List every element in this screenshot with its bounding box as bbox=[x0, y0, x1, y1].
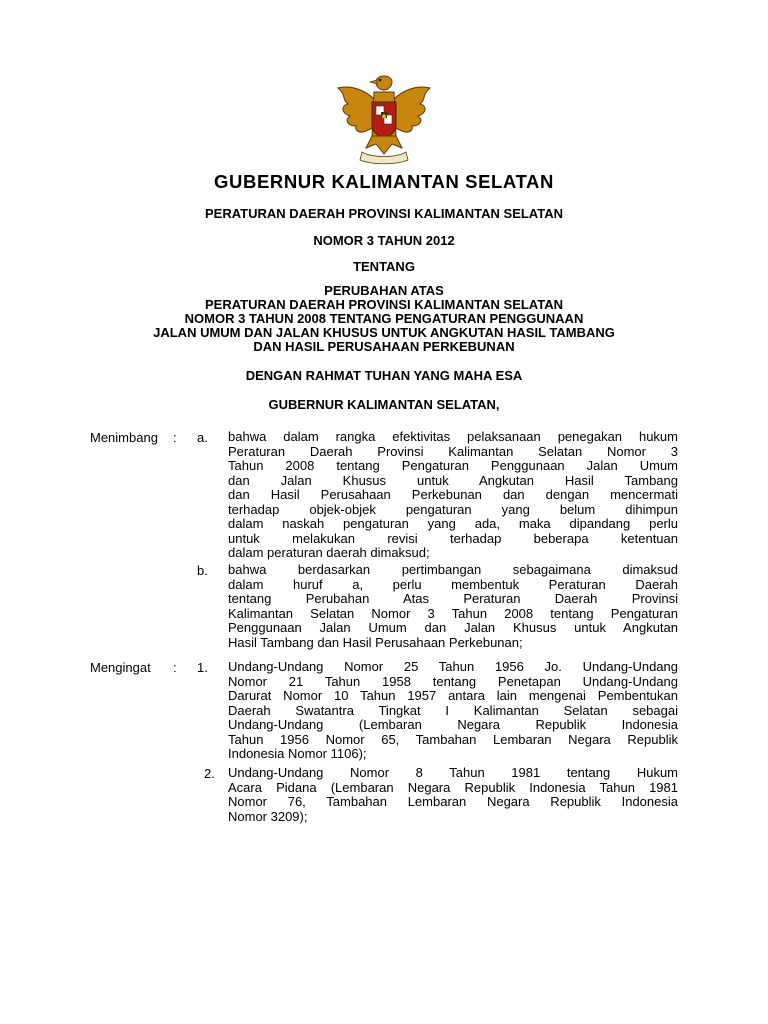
text-line: dan Jalan Khusus untuk Angkutan Hasil Tambang bbox=[228, 472, 678, 488]
invocation: DENGAN RAHMAT TUHAN YANG MAHA ESA bbox=[245, 368, 523, 383]
item-marker: 2. bbox=[204, 766, 215, 781]
text-line: Kalimantan Selatan Nomor 3 Tahun 2008 tentang Pengaturan bbox=[228, 605, 678, 621]
text-line: Nomor 21 Tahun 1958 tentang Penetapan Undang-Undang bbox=[228, 673, 678, 689]
mengingat-item-1 bbox=[228, 660, 678, 762]
text-line: Tahun 2008 tentang Pengaturan Penggunaan Jalan Umum bbox=[228, 458, 678, 473]
text-line: Nomor 76, Tambahan Lembaran Negara Republik Indonesia bbox=[228, 794, 678, 809]
regulation-subject bbox=[0, 284, 768, 354]
text-line: Penggunaan Jalan Umum dan Jalan Khusus untuk Angkutan bbox=[228, 620, 678, 635]
mengingat-label: Mengingat bbox=[90, 660, 151, 675]
text-line: Hasil Tambang dan Hasil Perusahaan Perkebunan; bbox=[228, 634, 523, 650]
text-line: Daerah Swatantra Tingkat I Kalimantan Selatan sebagai bbox=[228, 702, 678, 718]
subject-line: NOMOR 3 TAHUN 2008 TENTANG PENGATURAN PENGGUNAAN bbox=[184, 311, 584, 326]
subject-line: PERATURAN DAERAH PROVINSI KALIMANTAN SELATAN bbox=[205, 297, 563, 312]
mengingat-item-2 bbox=[228, 766, 678, 824]
text-line: bahwa berdasarkan pertimbangan sebagaimana dimaksud bbox=[228, 562, 678, 577]
text-line: Acara Pidana (Lembaran Negara Republik Indonesia Tahun 1981 bbox=[228, 779, 678, 795]
menimbang-item-a bbox=[228, 430, 678, 561]
regulation-heading: PERATURAN DAERAH PROVINSI KALIMANTAN SELATAN bbox=[205, 206, 563, 221]
text-line: dalam naskah pengaturan yang ada, maka dipandang perlu bbox=[228, 516, 678, 531]
governor-heading: GUBERNUR KALIMANTAN SELATAN, bbox=[268, 397, 500, 412]
menimbang-colon: : bbox=[173, 430, 177, 445]
text-line: Undang-Undang (Lembaran Negara Republik Indonesia bbox=[228, 717, 678, 732]
text-line: Indonesia Nomor 1106); bbox=[228, 746, 367, 761]
item-marker: b. bbox=[197, 563, 208, 578]
regulation-number: NOMOR 3 TAHUN 2012 bbox=[313, 233, 455, 248]
text-line: dalam peraturan daerah dimaksud; bbox=[228, 545, 430, 560]
item-marker: 1. bbox=[197, 660, 208, 675]
text-line: Undang-Undang Nomor 25 Tahun 1956 Jo. Undang-Undang bbox=[228, 659, 678, 674]
text-line: Nomor 3209); bbox=[228, 808, 308, 824]
text-line: dan Hasil Perusahaan Perkebunan dan dengan mencermati bbox=[228, 487, 678, 502]
text-line: terhadap objek-objek pengaturan yang belum dihimpun bbox=[228, 501, 678, 517]
mengingat-colon: : bbox=[173, 660, 177, 675]
text-line: Peraturan Daerah Provinsi Kalimantan Selatan Nomor 3 bbox=[228, 443, 678, 459]
subject-line: PERUBAHAN ATAS bbox=[324, 283, 444, 298]
garuda-emblem-icon bbox=[332, 70, 436, 166]
subject-line: DAN HASIL PERUSAHAAN PERKEBUNAN bbox=[253, 339, 515, 354]
menimbang-label: Menimbang bbox=[90, 430, 158, 445]
text-line: Darurat Nomor 10 Tahun 1957 antara lain mengenai Pembentukan bbox=[228, 688, 678, 703]
subject-line: JALAN UMUM DAN JALAN KHUSUS UNTUK ANGKUTAN HASIL TAMBANG bbox=[153, 325, 615, 340]
text-line: tentang Perubahan Atas Peraturan Daerah Provinsi bbox=[228, 591, 678, 606]
about-heading: TENTANG bbox=[353, 259, 415, 274]
document-title: GUBERNUR KALIMANTAN SELATAN bbox=[214, 171, 554, 192]
text-line: Undang-Undang Nomor 8 Tahun 1981 tentang Hukum bbox=[228, 765, 678, 780]
text-line: untuk melakukan revisi terhadap beberapa ketentuan bbox=[228, 530, 678, 546]
text-line: Tahun 1956 Nomor 65, Tambahan Lembaran Negara Republik bbox=[228, 731, 678, 747]
text-line: dalam huruf a, perlu membentuk Peraturan Daerah bbox=[228, 576, 678, 592]
text-line: bahwa dalam rangka efektivitas pelaksanaan penegakan hukum bbox=[228, 429, 678, 444]
item-marker: a. bbox=[197, 430, 208, 445]
menimbang-item-b bbox=[228, 563, 678, 650]
